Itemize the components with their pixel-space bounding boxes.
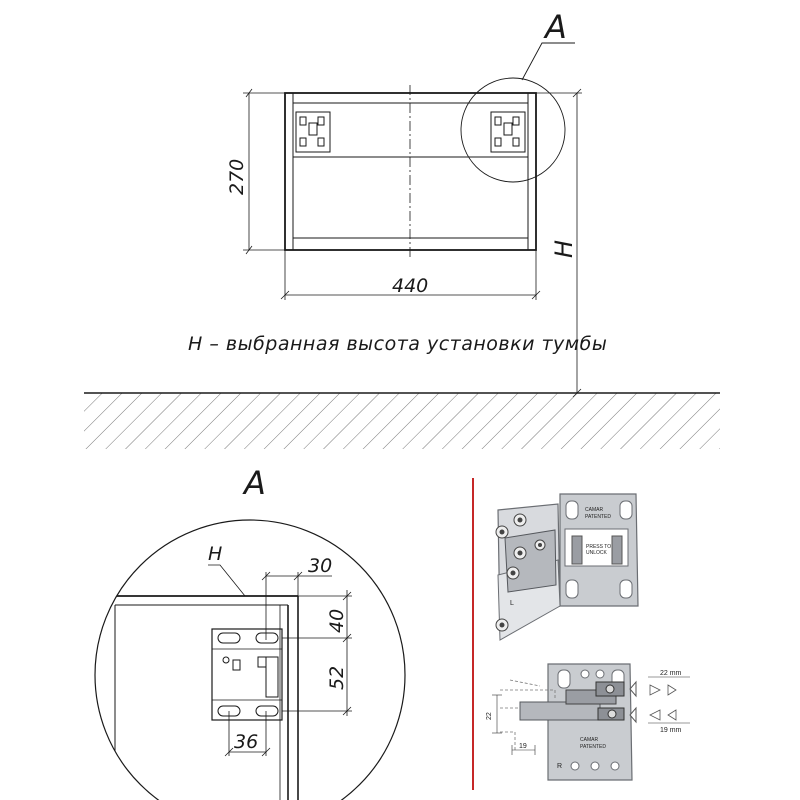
height-dimension-value: 270 — [226, 158, 248, 195]
bracket-section — [486, 664, 690, 780]
dim-22: 22 — [486, 712, 493, 720]
side-letter-l: L — [510, 600, 514, 607]
height-dimension — [243, 89, 285, 254]
bracket-photo — [496, 494, 638, 640]
detail-a-leader — [522, 43, 575, 80]
detail-a-label: A — [545, 8, 567, 46]
detail-dim-36-value: 36 — [234, 731, 259, 753]
width-dimension-value: 440 — [392, 275, 429, 297]
detail-dim-30-value: 30 — [308, 555, 333, 577]
dim-22mm: 22 mm — [660, 670, 682, 677]
section-patented-text: PATENTED — [580, 744, 606, 750]
floor — [84, 393, 720, 449]
section-brand-text: CAMAR — [580, 737, 599, 743]
detail-title: A — [244, 464, 266, 502]
detail-dim-30 — [262, 572, 332, 640]
detail-h-label: H — [208, 543, 223, 565]
detail-circle — [95, 520, 405, 800]
detail-content — [80, 596, 298, 800]
installation-height-note: H – выбранная высота установки тумбы — [188, 333, 608, 355]
mounting-bracket-left — [296, 112, 330, 152]
cabinet-front-view — [285, 85, 536, 258]
side-letter-r: R — [557, 763, 563, 770]
install-height-label: H — [550, 239, 578, 258]
detail-h-leader — [208, 565, 245, 596]
dim-19: 19 — [519, 743, 527, 750]
press-unlock-text: PRESS TO UNLOCK — [586, 544, 612, 556]
detail-dim-40-value: 40 — [326, 608, 348, 633]
plate-brand-text: CAMAR — [585, 507, 604, 513]
detail-dim-52-value: 52 — [326, 665, 348, 690]
mounting-bracket-right — [491, 112, 525, 152]
plate-patented-text: PATENTED — [585, 514, 611, 520]
dim-19mm: 19 mm — [660, 727, 682, 734]
